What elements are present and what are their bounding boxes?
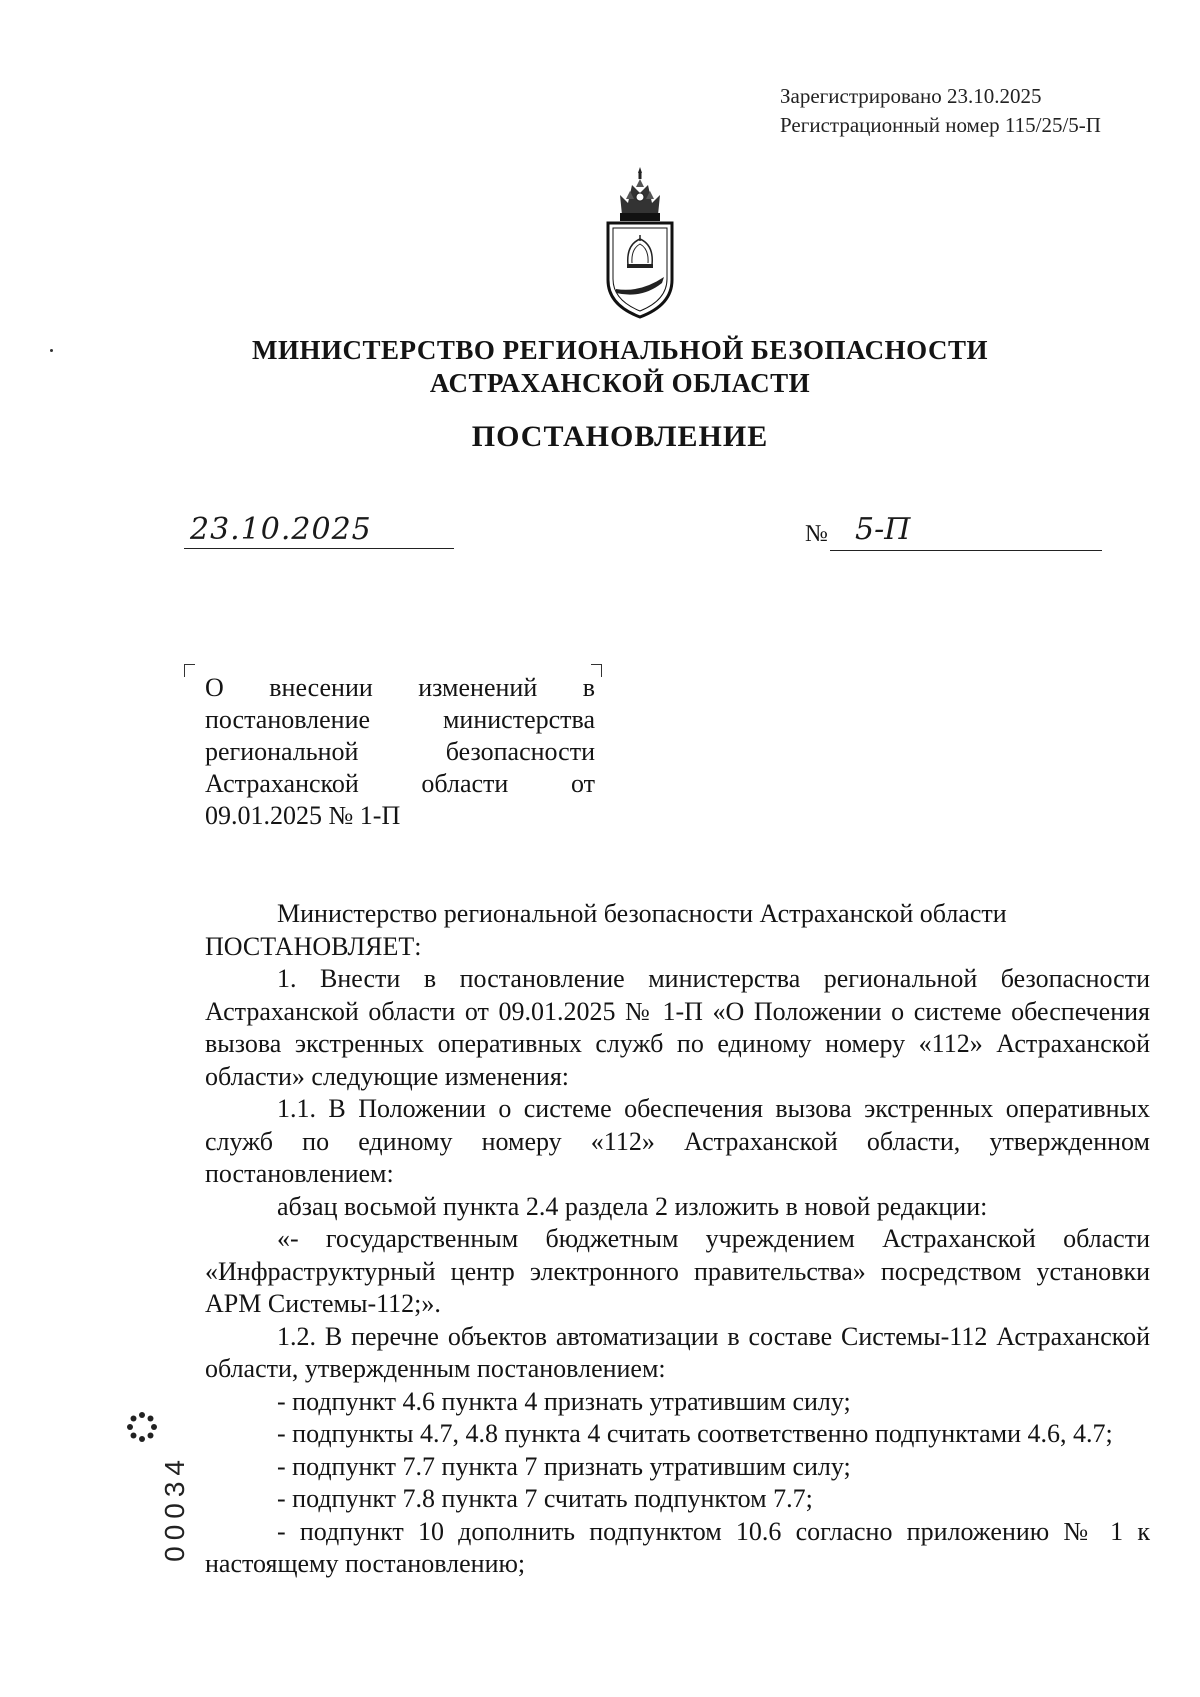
bullet-3: - подпункт 7.7 пункта 7 признать утратившим силу;	[277, 1451, 851, 1481]
registration-number: Регистрационный номер 115/25/5-П	[780, 113, 1101, 137]
number-label: №	[805, 521, 828, 547]
paragraph-1-1-a: абзац восьмой пункта 2.4 раздела 2 изложить в новой редакции:	[277, 1191, 988, 1221]
paragraph-1-1-b: «- государственным бюджетным учреждением Астраханской области «Инфраструктурный центр электронного правительства» посредством установки АРМ Системы-112;».	[205, 1224, 1150, 1318]
ministry-line-1: МИНИСТЕРСТВО РЕГИОНАЛЬНОЙ БЕЗОПАСНОСТИ	[252, 335, 988, 365]
handwritten-number: 5-П	[855, 512, 911, 547]
intro-paragraph	[205, 898, 1150, 931]
registration-date: Зарегистрировано 23.10.2025	[780, 84, 1042, 108]
ministry-name	[0, 334, 1200, 400]
handwritten-date: 23.10.2025	[190, 512, 372, 547]
snowflake-icon	[125, 1410, 159, 1444]
intro-text: Министерство региональной безопасности Астраханской области	[277, 899, 1007, 928]
registration-stamp	[780, 82, 1101, 140]
document-body	[205, 898, 1150, 1581]
paragraph-1: 1. Внести в постановление министерства региональной безопасности Астраханской области от 09.01.2025 № 1-П «О Положении о системе обеспечения вызова экстренных оперативных служб по единому номеру «112» Астраханской области» следующие изменения:	[205, 964, 1150, 1091]
subject-corner-left	[184, 664, 195, 677]
date-underline	[184, 548, 454, 549]
page-stamp	[125, 1410, 190, 1590]
bullet-2: - подпункты 4.7, 4.8 пункта 4 считать соответственно подпунктами 4.6, 4.7;	[277, 1419, 1113, 1448]
bullet-1: - подпункт 4.6 пункта 4 признать утратившим силу;	[277, 1386, 851, 1416]
number-underline	[830, 550, 1102, 551]
paragraph-1-2: 1.2. В перечне объектов автоматизации в составе Системы-112 Астраханской области, утвержденным постановлением:	[205, 1321, 1150, 1383]
bullet-4: - подпункт 7.8 пункта 7 считать подпунктом 7.7;	[277, 1484, 813, 1513]
ministry-line-2: АСТРАХАНСКОЙ ОБЛАСТИ	[429, 368, 811, 398]
resolves-line: ПОСТАНОВЛЯЕТ:	[205, 931, 422, 961]
astrakhan-coat-of-arms-icon	[600, 165, 680, 320]
paragraph-1-1: 1.1. В Положении о системе обеспечения вызова экстренных оперативных служб по единому номеру «112» Астраханской области, утвержденном постановлением:	[205, 1094, 1150, 1188]
document-type: ПОСТАНОВЛЕНИЕ	[471, 420, 769, 453]
bullet-5: - подпункт 10 дополнить подпунктом 10.6 согласно приложению № 1 к настоящему постановлению;	[205, 1516, 1150, 1578]
stamp-number: 00034	[159, 1454, 190, 1562]
document-subject: О внесении изменений в постановление министерства региональной безопасности Астраханской области от 09.01.2025 № 1-П	[205, 673, 595, 830]
